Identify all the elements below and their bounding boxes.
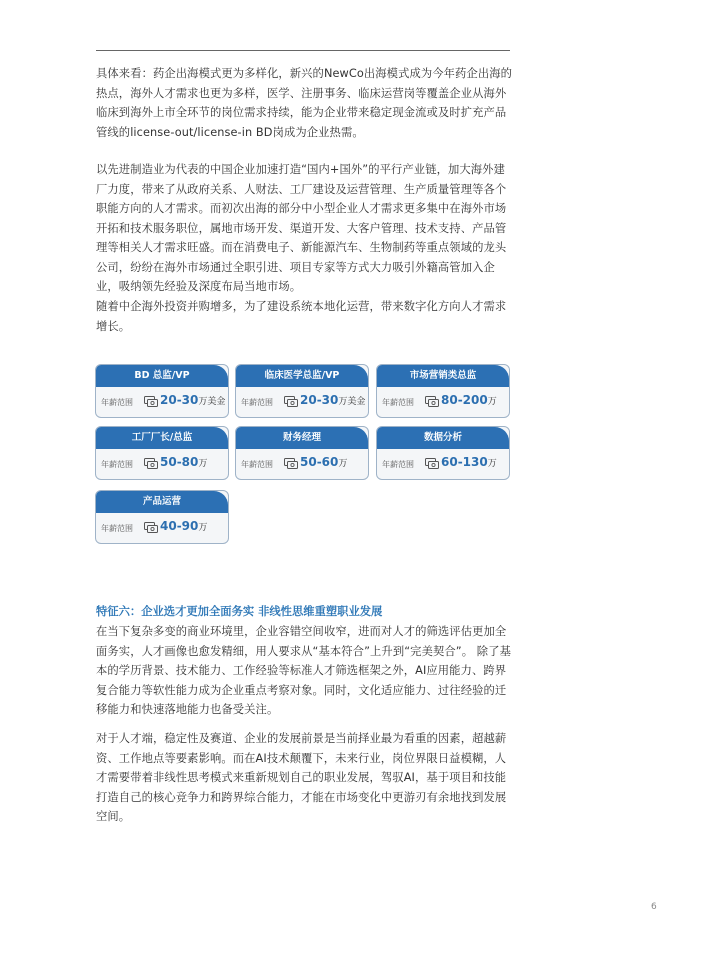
paragraph-pharma: 具体来看：药企出海模式更为多样化，新兴的NewCo出海模式成为今年药企出海的热点，海外人才需求也更为多样，医学、注册事务、临床运营岗等覆盖企业从海外临床到海外上市全环节的岗位需求持续，能为企业带来稳定现金流或及时扩充产品管线的license-out/license-in BD岗成为企业热需。 [96, 67, 513, 139]
feature-six-heading: 特征六：企业选才更加全面务实 非线性思维重塑职业发展 [96, 605, 383, 618]
paragraph-manufacturing: 以先进制造业为代表的中国企业加速打造“国内+国外”的平行产业链，加大海外建厂力度，带来了从政府关系、人财法、工厂建设及运营管理、生产质量管理等各个职能方向的人才需求。而初次出海的部分中小型企业人才需求更多集中在海外市场开拓和技术服务职位，属地市场开发、渠道开发、大客户管理、技术支持、产品管理等相关人才需求旺盛。而在消费电子、新能源汽车、生物制药等重点领域的龙头公司，纷纷在海外市场通过全职引进、项目专家等方式大力吸引外籍高管加入企业，吸纳领先经验及深度布局当地市场。 [96, 163, 507, 293]
salary-range-value: 80-200万 [441, 393, 497, 407]
salary-card-clinical-director [235, 364, 369, 418]
salary-card-product-operations [95, 490, 229, 544]
salary-range-label: 年薪范围 [101, 398, 133, 407]
top-divider [96, 50, 510, 51]
salary-card-title: BD 总监/VP [96, 365, 228, 387]
salary-card-title: 财务经理 [236, 427, 368, 449]
page-number: 6 [651, 902, 657, 912]
salary-card-title: 产品运营 [96, 491, 228, 513]
money-icon [284, 458, 298, 469]
money-icon [425, 396, 439, 407]
money-icon [284, 396, 298, 407]
salary-range-unit: 万美金 [198, 397, 226, 407]
salary-card-title: 数据分析 [377, 427, 509, 449]
paragraph-digital: 随着中企海外投资并购增多，为了建设系统本地化运营，带来数字化方向人才需求增长。 [96, 300, 507, 333]
salary-range-unit: 万 [487, 459, 497, 469]
salary-range-unit: 万美金 [338, 397, 366, 407]
salary-range-label: 年薪范围 [382, 398, 414, 407]
salary-range-value: 50-60万 [300, 455, 348, 469]
salary-card-marketing-director [376, 364, 510, 418]
salary-range-label: 年薪范围 [241, 460, 273, 469]
salary-card-title: 市场营销类总监 [377, 365, 509, 387]
salary-range-unit: 万 [198, 523, 208, 533]
paragraph-talent-selection: 在当下复杂多变的商业环境里，企业容错空间收窄，进而对人才的筛选评估更加全面务实，人才画像也愈发精细，用人要求从“基本符合”上升到“完美契合”。 除了基本的学历背景、技术能力、工作经验等标准人才筛选框架之外，AI应用能力、跨界复合能力等软性能力成为企业重点考察对象。同时，文化适应能力、过往经验的迁移能力和快速落地能力也备受关注。 [96, 625, 511, 716]
money-icon [144, 458, 158, 469]
money-icon [144, 522, 158, 533]
salary-range-value: 20-30万美金 [300, 393, 366, 407]
salary-range-value: 50-80万 [160, 455, 208, 469]
paragraph-career-development: 对于人才端，稳定性及赛道、企业的发展前景是当前择业最为看重的因素，超越薪资、工作地点等要素影响。而在AI技术颠覆下，未来行业，岗位界限日益模糊，人才需要带着非线性思考模式来重新规划自己的职业发展，驾驭AI，基于项目和技能打造自己的核心竞争力和跨界综合能力，才能在市场变化中更游刃有余地找到发展空间。 [96, 732, 507, 823]
salary-card-finance-manager [235, 426, 369, 480]
salary-range-unit: 万 [487, 397, 497, 407]
salary-range-unit: 万 [338, 459, 348, 469]
money-icon [144, 396, 158, 407]
salary-card-title: 工厂厂长/总监 [96, 427, 228, 449]
salary-range-label: 年薪范围 [382, 460, 414, 469]
salary-range-label: 年薪范围 [241, 398, 273, 407]
salary-range-value: 40-90万 [160, 519, 208, 533]
salary-card-data-analysis [376, 426, 510, 480]
salary-card-factory-director [95, 426, 229, 480]
salary-range-label: 年薪范围 [101, 524, 133, 533]
salary-range-label: 年薪范围 [101, 460, 133, 469]
money-icon [425, 458, 439, 469]
salary-range-value: 20-30万美金 [160, 393, 226, 407]
salary-range-value: 60-130万 [441, 455, 497, 469]
salary-card-bd-director [95, 364, 229, 418]
salary-range-unit: 万 [198, 459, 208, 469]
salary-card-title: 临床医学总监/VP [236, 365, 368, 387]
